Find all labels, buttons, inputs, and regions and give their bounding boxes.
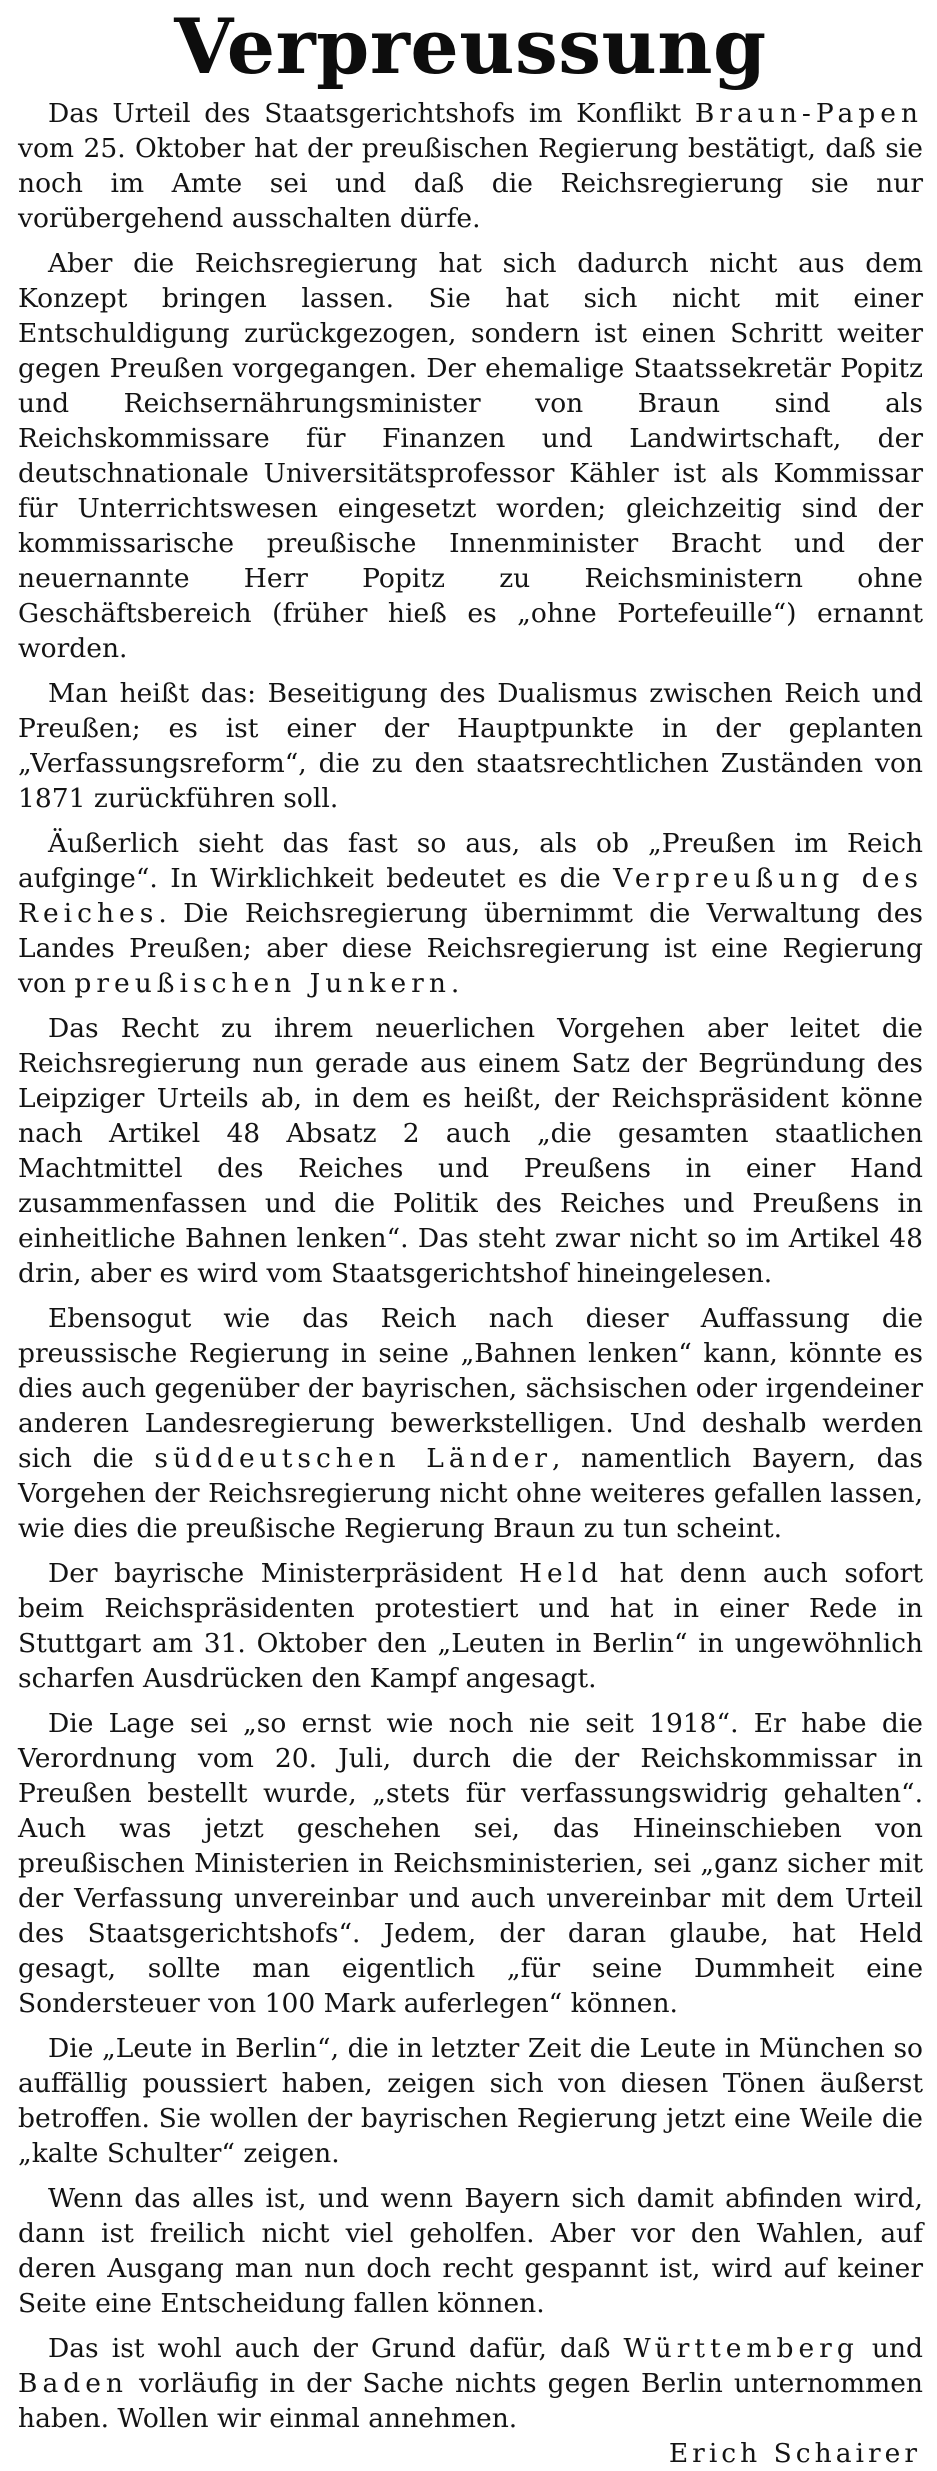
paragraph-text: Die „Leute in Berlin“, die in letzter Zeit die Leute in München so auffällig poussiert haben, zeigen sich von diesen Tönen äußerst betroffen. Sie wollen der bayrischen Regierung jetzt eine Weile die „kalte Schulter“ zeigen. — [18, 2033, 923, 2169]
paragraph-10 — [18, 2181, 923, 2321]
paragraph-text: hat denn auch sofort beim Reichspräsidenten protestiert und hat in einer Rede in Stuttgart am 31. Oktober den „Leuten in Berlin“ in ungewöhnlich scharfen Ausdrücken den Kampf angesagt. — [18, 1558, 923, 1694]
paragraph-text: Das ist wohl auch der Grund dafür, daß — [48, 2333, 624, 2364]
paragraph-11 — [18, 2331, 923, 2436]
paragraph-3 — [18, 676, 923, 816]
paragraph-text: . Die Reichsregierung übernimmt die Verwaltung des Landes Preußen; aber diese Reichsregierung ist eine Regierung von — [18, 898, 923, 999]
paragraph-2 — [18, 246, 923, 666]
spaced-emphasis: preußischen Junkern — [74, 968, 451, 999]
paragraph-text: , namentlich Bayern, das Vorgehen der Reichsregierung nicht ohne weiteres gefallen lassen, wie dies die preußische Regierung Braun zu tun scheint. — [18, 1443, 924, 1544]
paragraph-6 — [18, 1301, 923, 1546]
article-body — [18, 96, 923, 2436]
spaced-emphasis: Württemberg — [623, 2333, 859, 2364]
paragraph-4 — [18, 826, 923, 1001]
paragraph-7 — [18, 1556, 923, 1696]
paragraph-text: Wenn das alles ist, und wenn Bayern sich damit abfinden wird, dann ist freilich nicht viel geholfen. Aber vor den Wahlen, auf deren Ausgang man nun doch recht gespannt ist, wird auf keiner Seite eine Entscheidung fallen können. — [18, 2183, 923, 2319]
spaced-emphasis: süddeutschen Länder — [154, 1443, 553, 1474]
spaced-emphasis: Verpreußung des Reiches — [18, 863, 923, 929]
article-title: Verpreussung — [174, 2, 767, 91]
paragraph-text: Man heißt das: Beseitigung des Dualismus zwischen Reich und Preußen; es ist einer der Hauptpunkte in der geplanten „Verfassungsreform“, die zu den staatsrechtlichen Zuständen von 1871 zurückführen soll. — [18, 678, 923, 814]
spaced-emphasis: Braun-Papen — [694, 98, 923, 129]
spaced-emphasis: Held — [518, 1558, 604, 1589]
paragraph-text: Das Recht zu ihrem neuerlichen Vorgehen aber leitet die Reichsregierung nun gerade aus einem Satz der Begründung des Leipziger Urteils ab, in dem es heißt, der Reichspräsident könne nach Artikel 48 Absatz 2 auch „die gesamten staatlichen Machtmittel des Reiches und Preußens in einer Hand zusammenfassen und die Politik des Reiches und Preußens in einheitliche Bahnen lenken“. Das steht zwar nicht so im Artikel 48 drin, aber es wird vom Staatsgerichtshof hineingelesen. — [18, 1013, 923, 1289]
paragraph-9 — [18, 2031, 923, 2171]
author-signature: Erich Schairer — [668, 2438, 921, 2469]
article — [18, 0, 924, 2469]
paragraph-text: vom 25. Oktober hat der preußischen Regierung bestätigt, daß sie noch im Amte sei und daß die Reichsregierung sie nur vorübergehend ausschalten dürfe. — [18, 133, 923, 234]
spaced-emphasis: Baden — [18, 2368, 128, 2399]
paragraph-text: und — [858, 2333, 923, 2364]
paragraph-8 — [18, 1706, 923, 2021]
paragraph-text: Äußerlich sieht das fast so aus, als ob „Preußen im Reich aufginge“. In Wirklichkeit bedeutet es die — [18, 828, 923, 894]
paragraph-text: Ebensogut wie das Reich nach dieser Auffassung die preussische Regierung in seine „Bahnen lenken“ kann, könnte es dies auch gegenüber der bayrischen, sächsischen oder irgendeiner anderen Landesregierung bewerkstelligen. Und deshalb werden sich die — [18, 1303, 923, 1474]
paragraph-text: Der bayrische Ministerpräsident — [48, 1558, 519, 1589]
paragraph-text: vorläufig in der Sache nichts gegen Berlin unternommen haben. Wollen wir einmal annehmen. — [18, 2368, 923, 2434]
paragraph-text: . — [450, 968, 460, 999]
paragraph-text: Aber die Reichsregierung hat sich dadurch nicht aus dem Konzept bringen lassen. Sie hat sich nicht mit einer Entschuldigung zurückgezogen, sondern ist einen Schritt weiter gegen Preußen vorgegangen. Der ehemalige Staatssekretär Popitz und Reichsernährungsminister von Braun sind als Reichskommissare für Finanzen und Landwirtschaft, der deutschnationale Universitätsprofessor Kähler ist als Kommissar für Unterrichtswesen eingesetzt worden; gleichzeitig sind der kommissarische preußische Innenminister Bracht und der neuernannte Herr Popitz zu Reichsministern ohne Geschäftsbereich (früher hieß es „ohne Portefeuille“) ernannt worden. — [18, 248, 923, 664]
paragraph-text: Die Lage sei „so ernst wie noch nie seit 1918“. Er habe die Verordnung vom 20. Juli, durch die der Reichskommissar in Preußen bestellt wurde, „stets für verfassungswidrig gehalten“. Auch was jetzt geschehen sei, das Hineinschieben von preußischen Ministerien in Reichsministerien, sei „ganz sicher mit der Verfassung unvereinbar und auch unvereinbar mit dem Urteil des Staatsgerichtshofs“. Jedem, der daran glaube, hat Held gesagt, sollte man eigentlich „für seine Dummheit eine Sondersteuer von 100 Mark auferlegen“ können. — [18, 1708, 923, 2019]
paragraph-1 — [18, 96, 923, 236]
paragraph-text: Das Urteil des Staatsgerichtshofs im Konflikt — [48, 98, 695, 129]
paragraph-5 — [18, 1011, 923, 1291]
